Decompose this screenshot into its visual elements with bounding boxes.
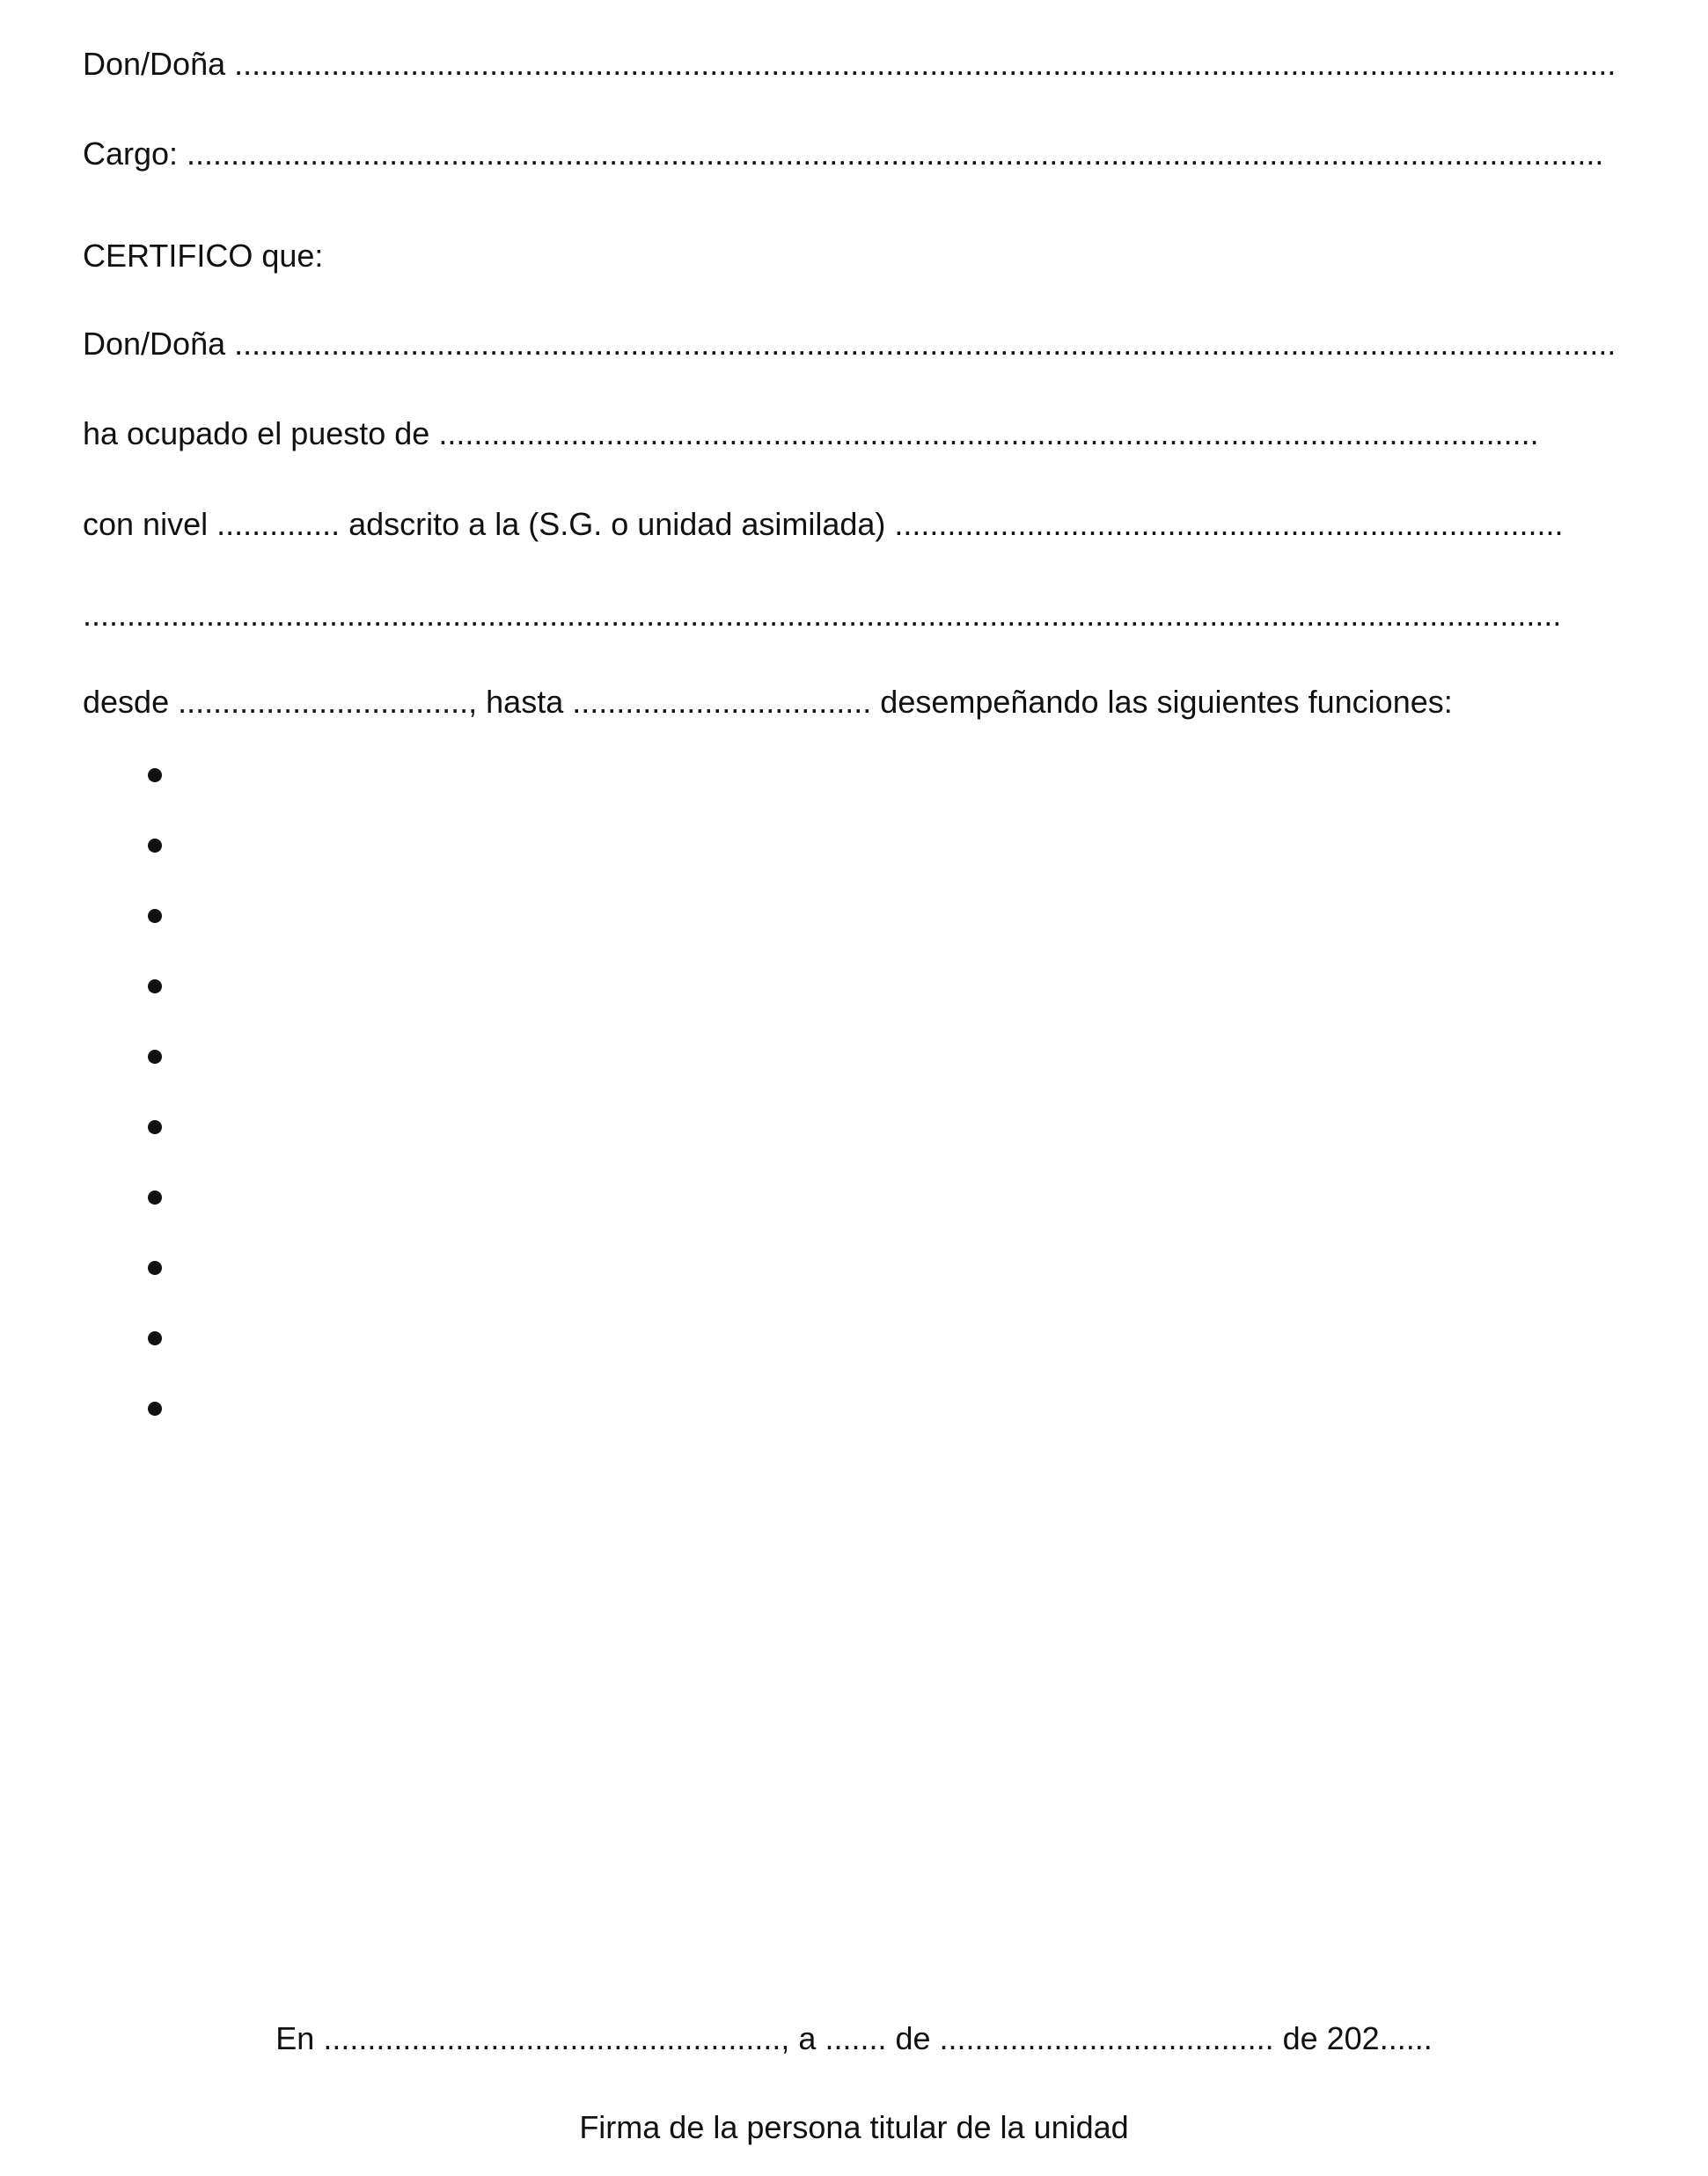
- line-puesto: ha ocupado el puesto de .............................................................................................................................: [83, 415, 1539, 451]
- function-bullet: [148, 768, 162, 782]
- function-bullet: [148, 1050, 162, 1064]
- function-bullet: [148, 909, 162, 923]
- function-bullet: [148, 1120, 162, 1134]
- function-bullet: [148, 979, 162, 993]
- function-bullet: [148, 1261, 162, 1275]
- functions-list: [148, 768, 162, 1472]
- signature-caption: Firma de la persona titular de la unidad: [579, 2109, 1129, 2145]
- line-nivel-adscrito: con nivel .............. adscrito a la (S.G. o unidad asimilada) ............................................................................: [83, 506, 1564, 542]
- line-desde-hasta: desde ................................., hasta .................................. desempeñando las siguientes funciones:: [83, 684, 1453, 720]
- line-don-dona-employee: Don/Doña .............................................................................................................................................................: [83, 326, 1616, 362]
- function-bullet: [148, 839, 162, 853]
- line-don-dona-signer: Don/Doña .............................................................................................................................................................: [83, 46, 1616, 82]
- line-certifico-que: CERTIFICO que:: [83, 238, 324, 274]
- function-bullet: [148, 1191, 162, 1205]
- line-cargo: Cargo: .................................................................................................................................................................: [83, 136, 1604, 172]
- line-continuation-dots: ........................................................................................................................................................................: [83, 597, 1562, 633]
- place-date-line: En ...................................................., a ....... de ...................................... de 202......: [275, 2020, 1433, 2056]
- function-bullet: [148, 1402, 162, 1416]
- function-bullet: [148, 1331, 162, 1345]
